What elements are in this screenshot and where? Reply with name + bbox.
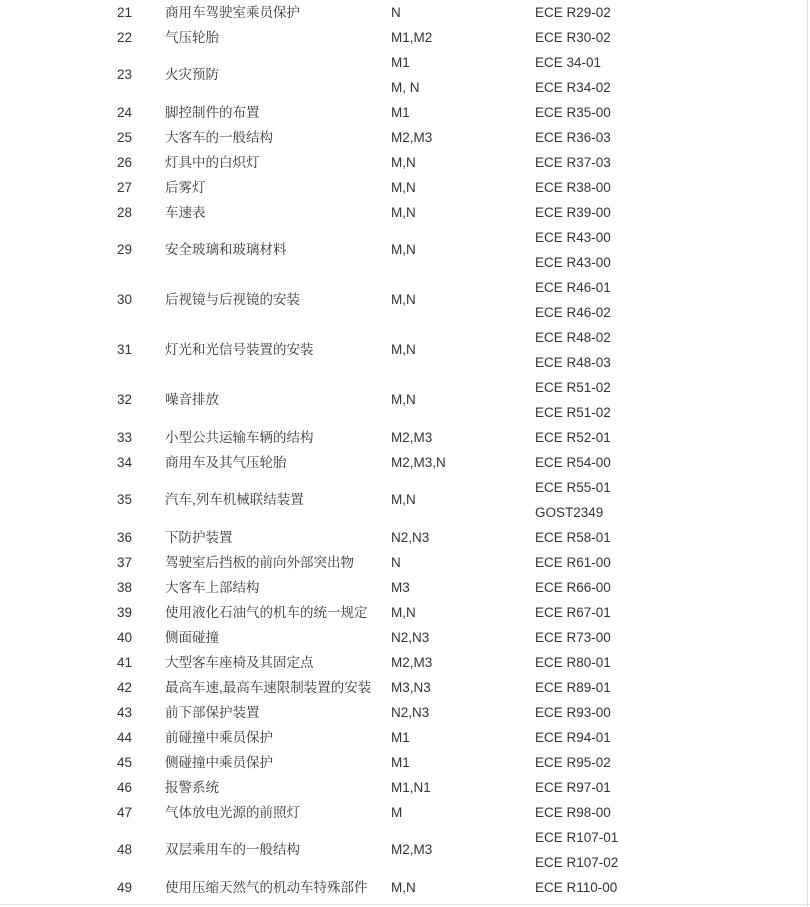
table-row xyxy=(0,125,800,150)
table-row xyxy=(0,650,800,675)
vehicle-category: M,N xyxy=(391,605,416,620)
vehicle-category: M1,N1 xyxy=(391,780,431,795)
item-name: 前碰撞中乘员保护 xyxy=(165,730,273,745)
item-name: 后视镜与后视镜的安装 xyxy=(165,292,300,307)
row-number: 48 xyxy=(117,842,133,857)
table-row xyxy=(0,150,800,175)
row-number: 45 xyxy=(117,755,133,770)
item-name: 气体放电光源的前照灯 xyxy=(165,805,300,820)
regulation-code-line: ECE R48-03 xyxy=(535,355,611,370)
table-row xyxy=(0,700,800,725)
vehicle-category: N xyxy=(391,5,401,20)
item-name: 前下部保护装置 xyxy=(165,705,260,720)
table-row xyxy=(0,325,800,375)
table-row xyxy=(0,825,800,875)
regulation-code-line: ECE R107-01 xyxy=(535,830,619,845)
right-border-line xyxy=(807,0,808,907)
regulation-code xyxy=(535,50,611,100)
regulation-code-line: ECE R48-02 xyxy=(535,330,611,345)
vehicle-category: M1 xyxy=(391,105,410,120)
row-number: 40 xyxy=(117,630,133,645)
item-name: 汽车,列车机械联结装置 xyxy=(165,492,304,507)
vehicle-category: M xyxy=(391,805,403,820)
vehicle-category: M2,M3 xyxy=(391,430,433,445)
item-name: 车速表 xyxy=(165,205,206,220)
row-number: 44 xyxy=(117,730,133,745)
vehicle-category: M,N xyxy=(391,242,416,257)
regulation-code: ECE R95-02 xyxy=(535,755,611,770)
vehicle-category: M2,M3 xyxy=(391,655,433,670)
regulation-code xyxy=(535,375,611,425)
regulation-code: ECE R93-00 xyxy=(535,705,611,720)
table-row xyxy=(0,750,800,775)
vehicle-category: M3 xyxy=(391,580,410,595)
item-name: 脚控制件的布置 xyxy=(165,105,260,120)
vehicle-category: M2,M3,N xyxy=(391,455,446,470)
row-number: 25 xyxy=(117,130,133,145)
row-number: 33 xyxy=(117,430,133,445)
item-name: 使用压缩天然气的机动车特殊部件 xyxy=(165,880,368,895)
item-name: 灯光和光信号装置的安装 xyxy=(165,342,314,357)
regulation-code xyxy=(535,325,611,375)
item-name: 使用液化石油气的机车的统一规定 xyxy=(165,605,368,620)
row-number: 27 xyxy=(117,180,133,195)
item-name: 后雾灯 xyxy=(165,180,206,195)
item-name: 噪音排放 xyxy=(165,392,219,407)
regulation-code: ECE R29-02 xyxy=(535,5,611,20)
row-number: 32 xyxy=(117,392,133,407)
table-row xyxy=(0,775,800,800)
vehicle-category: N xyxy=(391,555,401,570)
table-row xyxy=(0,725,800,750)
vehicle-category: M,N xyxy=(391,880,416,895)
row-number: 22 xyxy=(117,30,133,45)
vehicle-category: M,N xyxy=(391,342,416,357)
vehicle-category xyxy=(391,50,420,100)
row-number: 26 xyxy=(117,155,133,170)
table-row xyxy=(0,375,800,425)
row-number: 38 xyxy=(117,580,133,595)
vehicle-category-line: M, N xyxy=(391,80,420,95)
regulation-code: ECE R58-01 xyxy=(535,530,611,545)
regulation-code xyxy=(535,275,611,325)
vehicle-category: M2,M3 xyxy=(391,842,433,857)
table-row xyxy=(0,475,800,525)
item-name: 双层乘用车的一般结构 xyxy=(165,842,300,857)
regulation-code: ECE R97-01 xyxy=(535,780,611,795)
regulation-code: ECE R30-02 xyxy=(535,30,611,45)
item-name: 气压轮胎 xyxy=(165,30,219,45)
regulation-code xyxy=(535,825,618,875)
table-row xyxy=(0,275,800,325)
vehicle-category: M1 xyxy=(391,730,410,745)
table-row xyxy=(0,225,800,275)
vehicle-category: M3,N3 xyxy=(391,680,431,695)
row-number: 29 xyxy=(117,242,133,257)
regulation-code: ECE R110-00 xyxy=(535,880,618,895)
regulation-code-line: GOST2349 xyxy=(535,505,604,520)
row-number: 28 xyxy=(117,205,133,220)
vehicle-category: N2,N3 xyxy=(391,630,430,645)
vehicle-category: M2,M3 xyxy=(391,130,433,145)
row-number: 36 xyxy=(117,530,133,545)
table-row xyxy=(0,50,800,100)
row-number: 21 xyxy=(117,5,133,20)
regulation-code xyxy=(535,225,611,275)
row-number: 24 xyxy=(117,105,133,120)
table-row xyxy=(0,675,800,700)
regulation-code-line: ECE R51-02 xyxy=(535,380,611,395)
row-number: 30 xyxy=(117,292,133,307)
regulation-code: ECE R38-00 xyxy=(535,180,611,195)
row-number: 43 xyxy=(117,705,133,720)
regulation-code: ECE R37-03 xyxy=(535,155,611,170)
regulation-code-line: ECE R43-00 xyxy=(535,255,611,270)
item-name: 安全玻璃和玻璃材料 xyxy=(165,242,287,257)
regulation-code: ECE R67-01 xyxy=(535,605,611,620)
row-number: 35 xyxy=(117,492,133,507)
row-number: 34 xyxy=(117,455,133,470)
vehicle-category: M,N xyxy=(391,292,416,307)
table-row xyxy=(0,625,800,650)
table-row xyxy=(0,550,800,575)
item-name: 最高车速,最高车速限制装置的安装 xyxy=(165,680,372,695)
regulation-code-line: ECE R43-00 xyxy=(535,230,611,245)
regulation-code: ECE R73-00 xyxy=(535,630,611,645)
item-name: 小型公共运输车辆的结构 xyxy=(165,430,314,445)
item-name: 侧碰撞中乘员保护 xyxy=(165,755,273,770)
item-name: 下防护装置 xyxy=(165,530,233,545)
table-row xyxy=(0,875,800,900)
table-row xyxy=(0,425,800,450)
row-number: 31 xyxy=(117,342,133,357)
table-row xyxy=(0,100,800,125)
vehicle-category: M,N xyxy=(391,492,416,507)
row-number: 47 xyxy=(117,805,133,820)
regulation-code-line: ECE R55-01 xyxy=(535,480,611,495)
table-row xyxy=(0,600,800,625)
table-row xyxy=(0,0,800,25)
row-number: 49 xyxy=(117,880,133,895)
table-row xyxy=(0,450,800,475)
item-name: 商用车及其气压轮胎 xyxy=(165,455,287,470)
vehicle-category-line: M1 xyxy=(391,55,410,70)
regulation-code: ECE R61-00 xyxy=(535,555,611,570)
table-row xyxy=(0,800,800,825)
table-row xyxy=(0,525,800,550)
item-name: 商用车驾驶室乘员保护 xyxy=(165,5,300,20)
regulation-code-line: ECE R34-02 xyxy=(535,80,611,95)
regulation-code: ECE R39-00 xyxy=(535,205,611,220)
table-row xyxy=(0,575,800,600)
item-name: 大客车的一般结构 xyxy=(165,130,273,145)
item-name: 大型客车座椅及其固定点 xyxy=(165,655,314,670)
item-name: 驾驶室后挡板的前向外部突出物 xyxy=(165,555,354,570)
regulation-code: ECE R66-00 xyxy=(535,580,611,595)
regulation-code-line: ECE R46-02 xyxy=(535,305,611,320)
row-number: 46 xyxy=(117,780,133,795)
item-name: 灯具中的白炽灯 xyxy=(165,155,260,170)
row-number: 41 xyxy=(117,655,133,670)
regulation-code: ECE R54-00 xyxy=(535,455,611,470)
row-number: 37 xyxy=(117,555,133,570)
vehicle-category: M1,M2 xyxy=(391,30,433,45)
vehicle-category: M1 xyxy=(391,755,410,770)
table-row xyxy=(0,25,800,50)
item-name: 大客车上部结构 xyxy=(165,580,260,595)
regulation-code: ECE R89-01 xyxy=(535,680,611,695)
item-name: 火灾预防 xyxy=(165,67,219,82)
item-name: 侧面碰撞 xyxy=(165,630,219,645)
vehicle-category: N2,N3 xyxy=(391,530,430,545)
regulation-code: ECE R94-01 xyxy=(535,730,611,745)
row-number: 23 xyxy=(117,67,133,82)
bottom-border-line xyxy=(0,904,810,905)
regulation-code-line: ECE R46-01 xyxy=(535,280,611,295)
table-row xyxy=(0,175,800,200)
vehicle-category: M,N xyxy=(391,180,416,195)
regulation-code-line: ECE R107-02 xyxy=(535,855,619,870)
vehicle-category: M,N xyxy=(391,205,416,220)
regulation-code: ECE R36-03 xyxy=(535,130,611,145)
regulation-code xyxy=(535,475,611,525)
row-number: 39 xyxy=(117,605,133,620)
regulation-code: ECE R35-00 xyxy=(535,105,611,120)
row-number: 42 xyxy=(117,680,133,695)
regulation-code: ECE R80-01 xyxy=(535,655,611,670)
vehicle-category: M,N xyxy=(391,392,416,407)
regulation-code-line: ECE R51-02 xyxy=(535,405,611,420)
vehicle-category: N2,N3 xyxy=(391,705,430,720)
item-name: 报警系统 xyxy=(165,780,219,795)
table-row xyxy=(0,200,800,225)
vehicle-category: M,N xyxy=(391,155,416,170)
regulation-code: ECE R52-01 xyxy=(535,430,611,445)
regulation-code-line: ECE 34-01 xyxy=(535,55,602,70)
regulation-code: ECE R98-00 xyxy=(535,805,611,820)
